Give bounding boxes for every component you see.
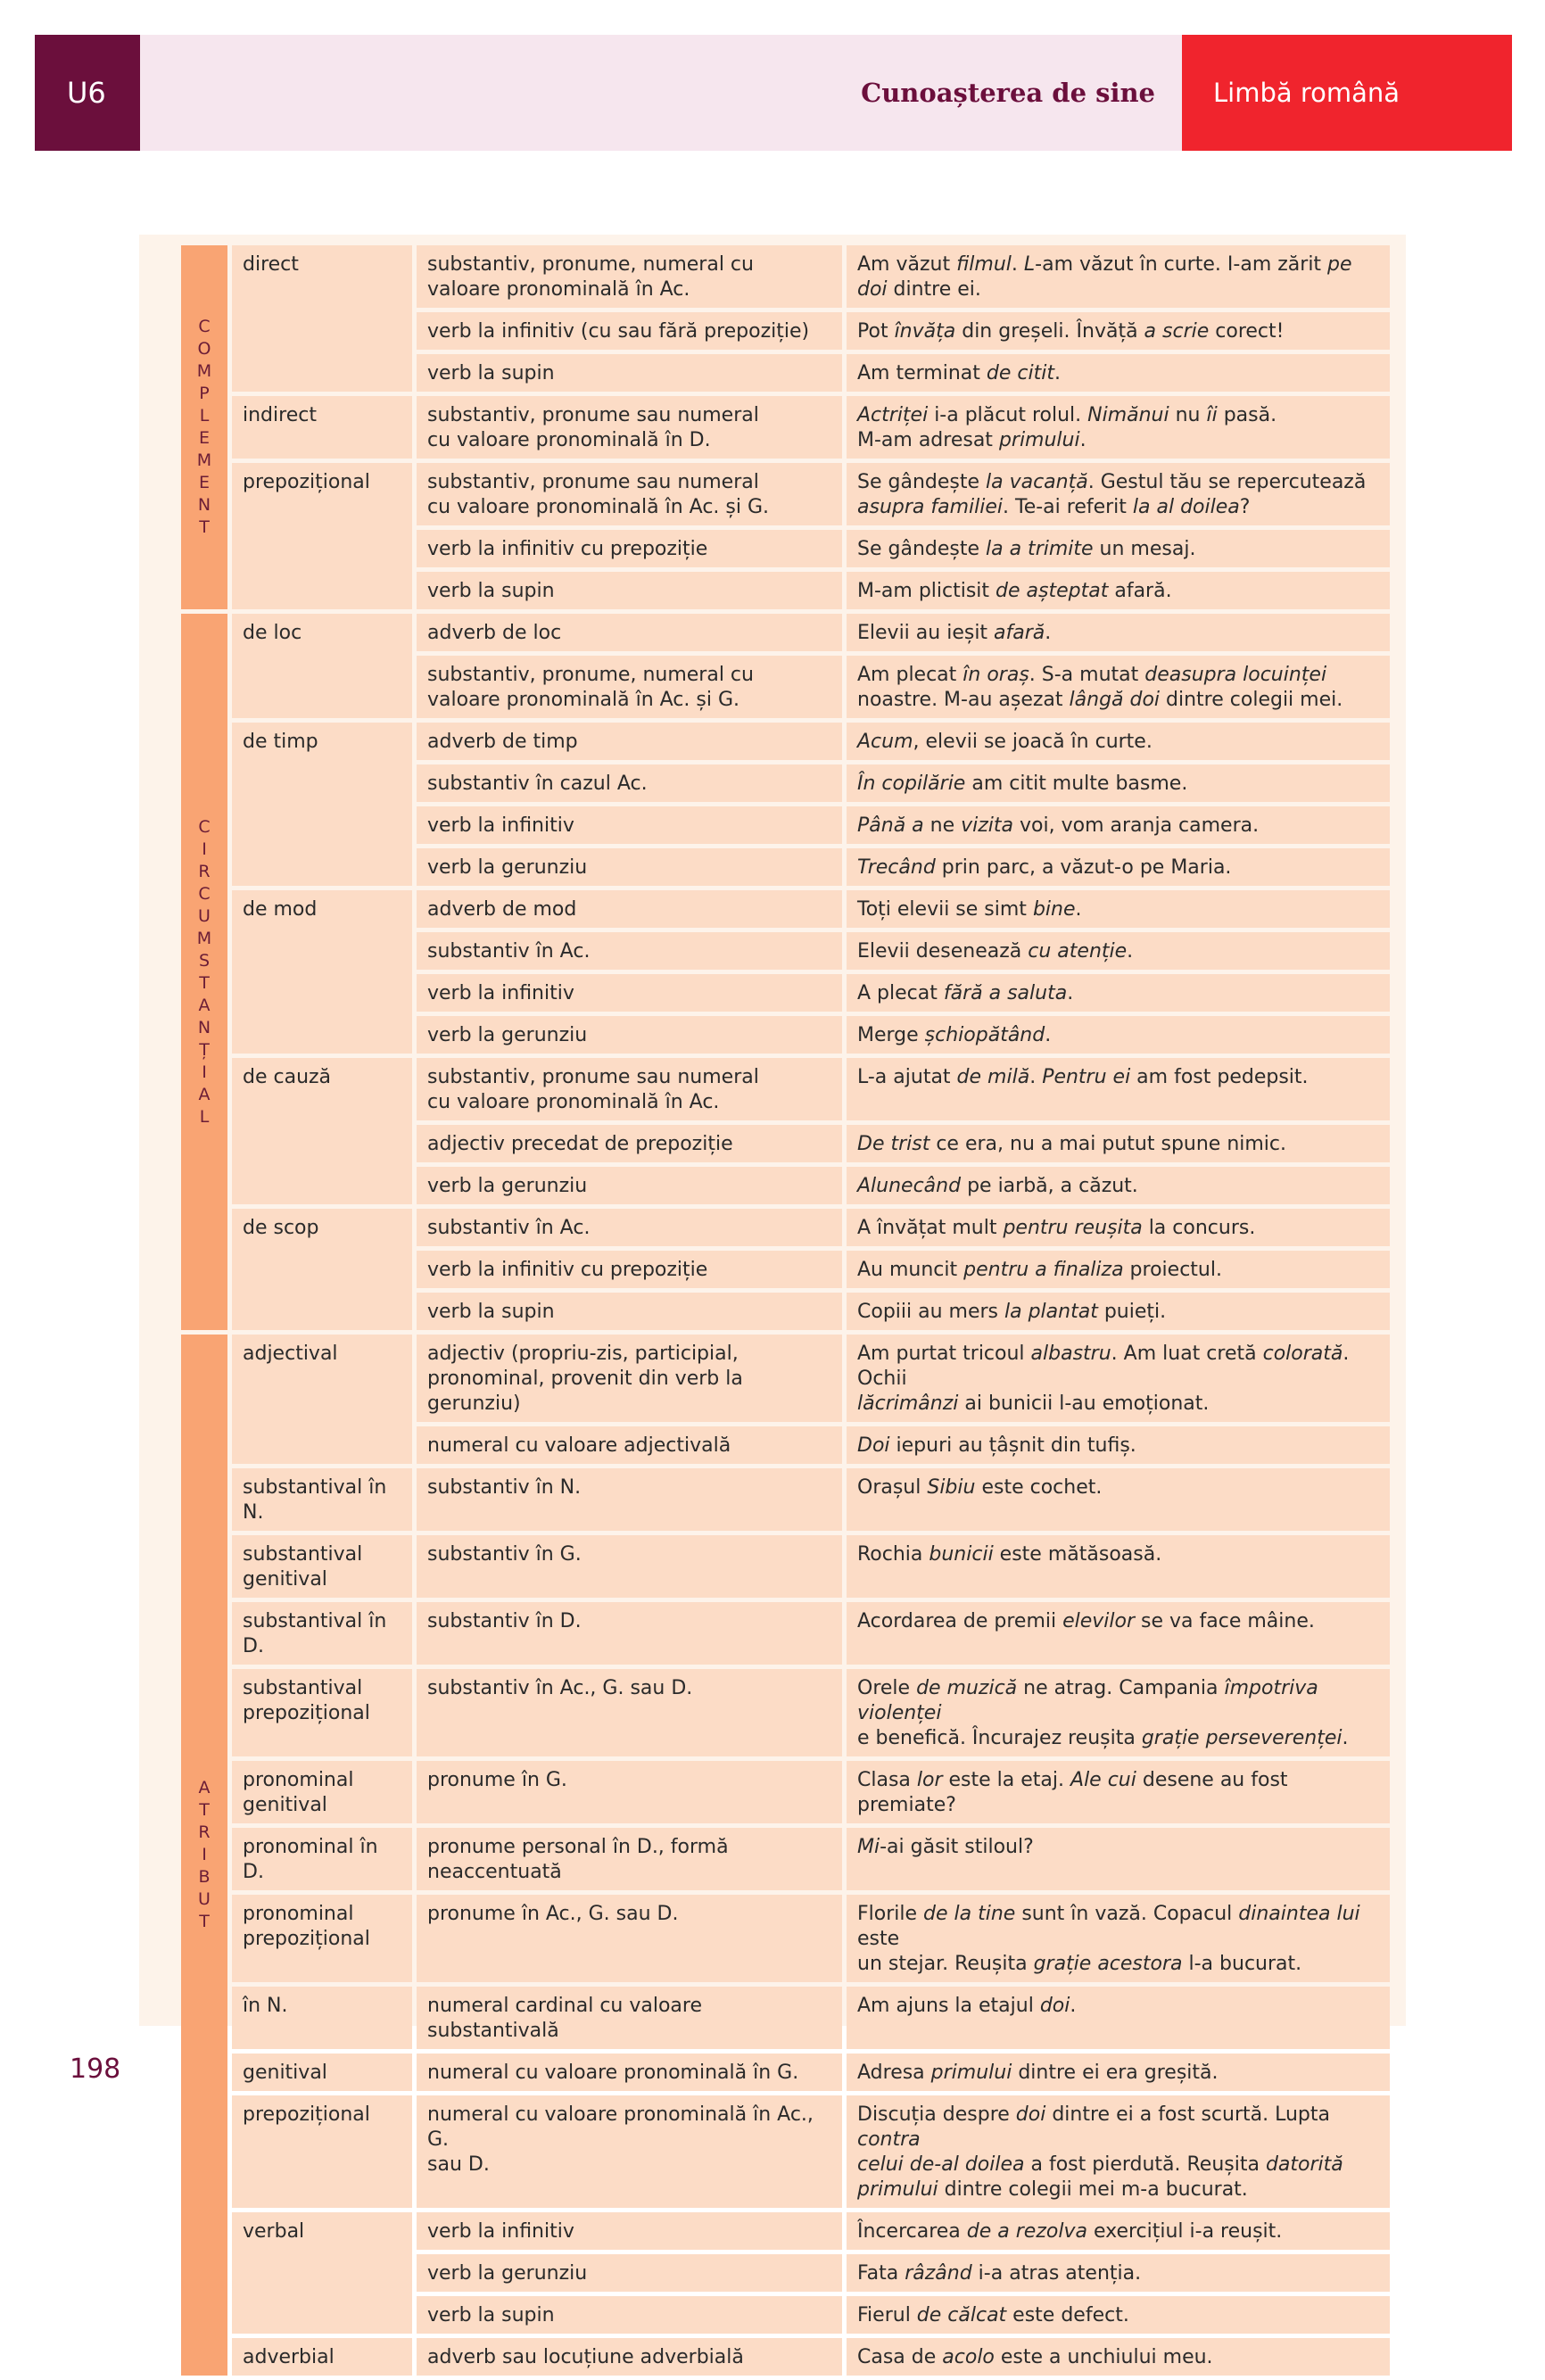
group-label: A T R I B U T: [198, 1778, 211, 1931]
form-cell: [417, 806, 842, 844]
type-cell: [232, 2095, 412, 2208]
type-label: de loc: [243, 622, 302, 644]
table-row: [181, 1335, 1390, 1422]
form-text: verb la infinitiv (cu sau fără prepoziție): [427, 320, 810, 343]
grammar-table: [177, 241, 1394, 2380]
form-cell: [417, 2338, 842, 2376]
example-cell: [847, 2095, 1390, 2208]
example-cell: [847, 245, 1390, 308]
form-text: pronume în G.: [427, 1769, 567, 1791]
example-cell: [847, 1058, 1390, 1120]
type-label: pronominal prepozițional: [243, 1903, 370, 1950]
example-text: Acum, elevii se joacă în curte.: [857, 731, 1153, 753]
example-cell: [847, 1209, 1390, 1246]
form-cell: [417, 1761, 842, 1823]
chapter-title: Cunoașterea de sine: [861, 78, 1155, 108]
type-cell: [232, 1987, 412, 2049]
example-cell: [847, 354, 1390, 392]
subject-label: Limbă română: [1182, 35, 1512, 151]
type-cell: [232, 2054, 412, 2091]
type-cell: [232, 396, 412, 459]
example-cell: [847, 2296, 1390, 2334]
form-text: adverb de mod: [427, 898, 577, 921]
table-row: [181, 2338, 1390, 2376]
example-text: Fierul de călcat este defect.: [857, 2304, 1129, 2326]
type-cell: [232, 1058, 412, 1204]
form-text: adverb de timp: [427, 731, 578, 753]
form-text: adverb de loc: [427, 622, 562, 644]
example-cell: [847, 2054, 1390, 2091]
example-text: Alunecând pe iarbă, a căzut.: [857, 1175, 1138, 1197]
example-cell: [847, 1828, 1390, 1890]
type-label: pronominal genitival: [243, 1769, 354, 1816]
table-row: [181, 1987, 1390, 2049]
form-text: verb la infinitiv cu prepoziție: [427, 1259, 708, 1281]
form-text: substantiv, pronume, numeral cu valoare pronominală în Ac.: [427, 253, 754, 301]
type-cell: [232, 1828, 412, 1890]
form-cell: [417, 245, 842, 308]
form-cell: [417, 1987, 842, 2049]
example-cell: [847, 1125, 1390, 1162]
table-row: [181, 2212, 1390, 2250]
type-label: de timp: [243, 731, 318, 753]
form-text: substantiv în Ac.: [427, 1217, 591, 1239]
form-text: numeral cu valoare pronominală în Ac., G. sau D.: [427, 2103, 814, 2176]
group-complement: [181, 245, 227, 609]
example-text: Mi-ai găsit stiloul?: [857, 1836, 1034, 1858]
example-text: Am terminat de citit.: [857, 362, 1061, 384]
form-cell: [417, 572, 842, 609]
form-cell: [417, 2296, 842, 2334]
example-cell: [847, 890, 1390, 928]
form-text: pronume personal în D., formă neaccentuată: [427, 1836, 729, 1883]
example-cell: [847, 2212, 1390, 2250]
example-text: În copilărie am citit multe basme.: [857, 773, 1188, 795]
form-cell: [417, 463, 842, 525]
example-text: Merge șchiopătând.: [857, 1024, 1052, 1046]
table-row: [181, 1535, 1390, 1598]
type-label: substantival în N.: [243, 1476, 387, 1524]
form-text: numeral cardinal cu valoare substantivală: [427, 1995, 703, 2042]
example-cell: [847, 1987, 1390, 2049]
type-cell: [232, 1468, 412, 1531]
table-row: [181, 396, 1390, 459]
type-label: genitival: [243, 2062, 327, 2084]
type-label: adverbial: [243, 2346, 335, 2368]
form-cell: [417, 1335, 842, 1422]
table-row: [181, 723, 1390, 760]
form-cell: [417, 396, 842, 459]
example-text: Am plecat în oraș. S-a mutat deasupra locuinței noastre. M-au așezat lângă doi dintre colegii mei.: [857, 664, 1343, 711]
example-text: Pot învăța din greșeli. Învăță a scrie corect!: [857, 320, 1285, 343]
example-cell: [847, 1251, 1390, 1288]
form-cell: [417, 2254, 842, 2292]
example-text: Copiii au mers la plantat puieți.: [857, 1301, 1167, 1323]
example-text: Clasa lor este la etaj. Ale cui desene au fost premiate?: [857, 1769, 1288, 1816]
type-cell: [232, 463, 412, 609]
form-text: numeral cu valoare adjectivală: [427, 1434, 731, 1457]
form-cell: [417, 2054, 842, 2091]
example-text: Se gândește la vacanță. Gestul tău se repercutează asupra familiei. Te-ai referit la al doilea?: [857, 471, 1367, 518]
form-text: verb la infinitiv: [427, 814, 574, 837]
example-text: A plecat fără a saluta.: [857, 982, 1074, 1004]
form-text: verb la supin: [427, 1301, 555, 1323]
example-text: Se gândește la a trimite un mesaj.: [857, 538, 1196, 560]
form-cell: [417, 1535, 842, 1598]
type-cell: [232, 1209, 412, 1330]
example-cell: [847, 723, 1390, 760]
example-text: Orașul Sibiu este cochet.: [857, 1476, 1103, 1499]
form-text: substantiv în G.: [427, 1543, 582, 1566]
form-text: verb la infinitiv: [427, 982, 574, 1004]
form-cell: [417, 764, 842, 802]
form-text: substantiv în N.: [427, 1476, 582, 1499]
example-text: M-am plictisit de așteptat afară.: [857, 580, 1172, 602]
form-text: adjectiv precedat de prepoziție: [427, 1133, 733, 1155]
table-row: [181, 1468, 1390, 1531]
form-text: verb la gerunziu: [427, 1024, 588, 1046]
form-text: verb la gerunziu: [427, 2262, 588, 2285]
table-row: [181, 2095, 1390, 2208]
table-row: [181, 1602, 1390, 1665]
group-label: C O M P L E M E N T: [196, 317, 212, 537]
example-cell: [847, 1426, 1390, 1464]
form-text: substantiv în Ac.: [427, 940, 591, 963]
form-text: substantiv, pronume sau numeral cu valoare pronominală în Ac. și G.: [427, 471, 770, 518]
type-label: adjectival: [243, 1343, 338, 1365]
form-text: verb la infinitiv cu prepoziție: [427, 538, 708, 560]
example-text: Am purtat tricoul albastru. Am luat cretă colorată. Ochii lăcrimânzi ai bunicii l-au emoționat.: [857, 1343, 1350, 1415]
form-text: verb la gerunziu: [427, 1175, 588, 1197]
example-cell: [847, 764, 1390, 802]
type-label: indirect: [243, 404, 317, 426]
form-cell: [417, 614, 842, 651]
type-cell: [232, 1761, 412, 1823]
example-cell: [847, 1895, 1390, 1982]
example-cell: [847, 2254, 1390, 2292]
form-cell: [417, 974, 842, 1012]
example-cell: [847, 1602, 1390, 1665]
group-atribut: [181, 1335, 227, 2376]
type-label: direct: [243, 253, 299, 276]
example-cell: [847, 1335, 1390, 1422]
table-row: [181, 1058, 1390, 1120]
type-label: substantival în D.: [243, 1610, 387, 1657]
example-cell: [847, 614, 1390, 651]
form-text: verb la infinitiv: [427, 2220, 574, 2243]
form-cell: [417, 1828, 842, 1890]
form-cell: [417, 1895, 842, 1982]
table-row: [181, 1828, 1390, 1890]
type-label: de mod: [243, 898, 318, 921]
form-cell: [417, 1058, 842, 1120]
type-label: pronominal în D.: [243, 1836, 378, 1883]
type-cell: [232, 614, 412, 718]
form-text: numeral cu valoare pronominală în G.: [427, 2062, 799, 2084]
type-label: în N.: [243, 1995, 288, 2017]
example-text: Actriței i-a plăcut rolul. Nimănui nu îi pasă. M-am adresat primului.: [857, 404, 1277, 451]
form-cell: [417, 2095, 842, 2208]
grammar-table-wrapper: [181, 245, 1394, 2376]
example-cell: [847, 2338, 1390, 2376]
type-cell: [232, 1335, 412, 1464]
example-text: Până a ne vizita voi, vom aranja camera.: [857, 814, 1260, 837]
form-text: substantiv în cazul Ac.: [427, 773, 648, 795]
type-label: substantival prepozițional: [243, 1677, 370, 1724]
example-text: Rochia bunicii este mătăsoasă.: [857, 1543, 1162, 1566]
example-text: A învățat mult pentru reușita la concurs.: [857, 1217, 1256, 1239]
table-row: [181, 2054, 1390, 2091]
example-cell: [847, 848, 1390, 886]
example-text: Au muncit pentru a finaliza proiectul.: [857, 1259, 1222, 1281]
type-cell: [232, 1895, 412, 1982]
example-text: De trist ce era, nu a mai putut spune nimic.: [857, 1133, 1287, 1155]
type-cell: [232, 2338, 412, 2376]
type-cell: [232, 890, 412, 1054]
form-cell: [417, 2212, 842, 2250]
form-cell: [417, 723, 842, 760]
example-cell: [847, 974, 1390, 1012]
example-text: Acordarea de premii elevilor se va face mâine.: [857, 1610, 1315, 1632]
form-cell: [417, 1167, 842, 1204]
type-label: prepozițional: [243, 2103, 370, 2126]
type-cell: [232, 245, 412, 392]
example-text: Am văzut filmul. L-am văzut în curte. I-am zărit pe doi dintre ei.: [857, 253, 1352, 301]
form-cell: [417, 1209, 842, 1246]
example-cell: [847, 1293, 1390, 1330]
example-text: Trecând prin parc, a văzut-o pe Maria.: [857, 856, 1232, 879]
form-text: substantiv, pronume, numeral cu valoare pronominală în Ac. și G.: [427, 664, 754, 711]
table-row: [181, 1209, 1390, 1246]
example-text: Elevii desenează cu atenție.: [857, 940, 1134, 963]
form-cell: [417, 1125, 842, 1162]
page-number: 198: [70, 2054, 121, 2085]
type-label: substantival genitival: [243, 1543, 363, 1591]
form-cell: [417, 1669, 842, 1756]
example-cell: [847, 396, 1390, 459]
form-text: substantiv în D.: [427, 1610, 582, 1632]
form-text: substantiv, pronume sau numeral cu valoare pronominală în D.: [427, 404, 759, 451]
type-label: de cauză: [243, 1066, 332, 1088]
example-text: Încercarea de a rezolva exercițiul i-a reușit.: [857, 2220, 1283, 2243]
table-row: [181, 1761, 1390, 1823]
form-cell: [417, 312, 842, 350]
group-label: C I R C U M S T A N Ț I A L: [196, 816, 212, 1127]
grammar-table-body: [181, 245, 1390, 2376]
table-row: [181, 1669, 1390, 1756]
example-text: Casa de acolo este a unchiului meu.: [857, 2346, 1213, 2368]
table-row: [181, 614, 1390, 651]
type-label: prepozițional: [243, 471, 370, 493]
form-cell: [417, 1251, 842, 1288]
type-cell: [232, 2212, 412, 2334]
form-cell: [417, 1468, 842, 1531]
example-cell: [847, 1761, 1390, 1823]
form-cell: [417, 848, 842, 886]
example-text: L-a ajutat de milă. Pentru ei am fost pedepsit.: [857, 1066, 1309, 1088]
table-row: [181, 890, 1390, 928]
form-cell: [417, 890, 842, 928]
form-cell: [417, 1016, 842, 1054]
group-circumstantial: [181, 614, 227, 1330]
example-cell: [847, 312, 1390, 350]
chapter-bar: [140, 35, 1182, 151]
form-text: verb la supin: [427, 580, 555, 602]
table-row: [181, 1895, 1390, 1982]
example-cell: [847, 1016, 1390, 1054]
form-cell: [417, 354, 842, 392]
example-cell: [847, 656, 1390, 718]
example-cell: [847, 463, 1390, 525]
type-cell: [232, 723, 412, 886]
example-cell: [847, 1535, 1390, 1598]
unit-label: U6: [35, 35, 140, 151]
example-text: Elevii au ieșit afară.: [857, 622, 1052, 644]
form-text: substantiv în Ac., G. sau D.: [427, 1677, 693, 1699]
form-text: verb la supin: [427, 2304, 555, 2326]
example-text: Adresa primului dintre ei era greșită.: [857, 2062, 1219, 2084]
form-cell: [417, 530, 842, 567]
table-row: [181, 245, 1390, 308]
example-cell: [847, 1669, 1390, 1756]
example-text: Discuția despre doi dintre ei a fost scurtă. Lupta contra celui de-al doilea a fost pierdută. Reușita datorită primului dintre colegii mei m-a bucurat.: [857, 2103, 1343, 2201]
form-cell: [417, 656, 842, 718]
type-cell: [232, 1602, 412, 1665]
example-cell: [847, 1167, 1390, 1204]
example-text: Florile de la tine sunt în vază. Copacul dinaintea lui este un stejar. Reușita grație acestora l-a bucurat.: [857, 1903, 1360, 1975]
type-cell: [232, 1535, 412, 1598]
form-text: adjectiv (propriu-zis, participial, pronominal, provenit din verb la gerunziu): [427, 1343, 743, 1415]
example-text: Fata râzând i-a atras atenția.: [857, 2262, 1142, 2285]
example-text: Doi iepuri au țâșnit din tufiș.: [857, 1434, 1136, 1457]
form-text: substantiv, pronume sau numeral cu valoare pronominală în Ac.: [427, 1066, 759, 1113]
type-cell: [232, 1669, 412, 1756]
example-text: Orele de muzică ne atrag. Campania împotriva violenței e benefică. Încurajez reușita grație perseverenței.: [857, 1677, 1349, 1749]
form-cell: [417, 1293, 842, 1330]
table-row: [181, 463, 1390, 525]
form-text: verb la supin: [427, 362, 555, 384]
form-text: adverb sau locuțiune adverbială: [427, 2346, 744, 2368]
form-cell: [417, 1602, 842, 1665]
type-label: verbal: [243, 2220, 305, 2243]
page-header: [35, 35, 1512, 151]
type-label: de scop: [243, 1217, 319, 1239]
example-cell: [847, 572, 1390, 609]
form-cell: [417, 932, 842, 970]
example-cell: [847, 806, 1390, 844]
form-text: verb la gerunziu: [427, 856, 588, 879]
example-cell: [847, 932, 1390, 970]
form-cell: [417, 1426, 842, 1464]
example-cell: [847, 530, 1390, 567]
example-cell: [847, 1468, 1390, 1531]
example-text: Am ajuns la etajul doi.: [857, 1995, 1077, 2017]
example-text: Toți elevii se simt bine.: [857, 898, 1082, 921]
form-text: pronume în Ac., G. sau D.: [427, 1903, 679, 1925]
